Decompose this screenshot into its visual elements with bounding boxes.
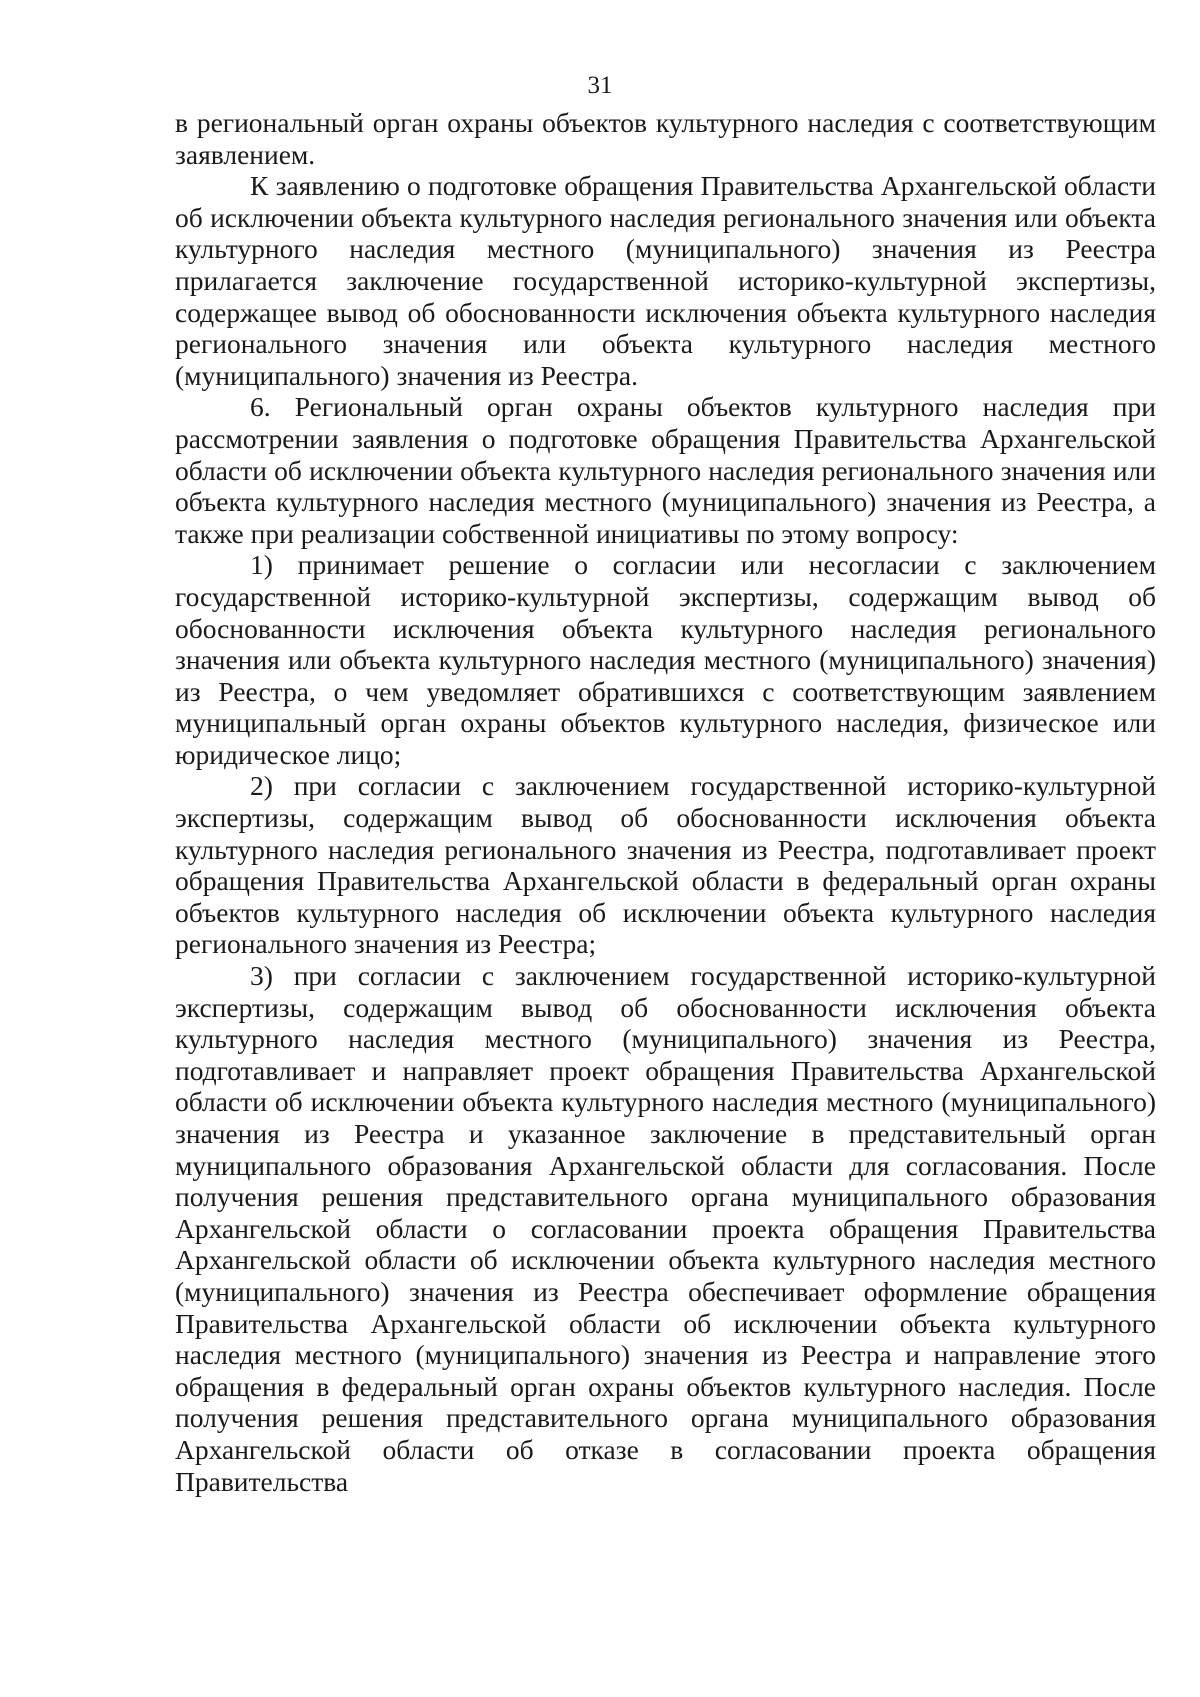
paragraph-attachment-requirement: К заявлению о подготовке обращения Правительства Архангельской области об исключении объекта культурного наследия регионального значения или объекта культурного наследия местного (муниципального) значения из Реестра прилагается заключение государственной историко-культурной экспертизы, содержащее вывод об обоснованности исключения объекта культурного наследия регионального значения или объекта культурного наследия местного (муниципального) значения из Реестра. [175,170,1156,391]
page-number: 31 [587,72,613,99]
paragraph-subitem-1: 1) принимает решение о согласии или несогласии с заключением государственной историко-культурной экспертизы, содержащим вывод об обоснованности исключения объекта культурного наследия регионального значения или объекта культурного наследия местного (муниципального) значения) из Реестра, о чем уведомляет обратившихся с соответствующим заявлением муниципальный орган охраны объектов культурного наследия, физическое или юридическое лицо; [175,549,1156,770]
paragraph-subitem-3: 3) при согласии с заключением государственной историко-культурной экспертизы, содержащим вывод об обоснованности исключения объекта культурного наследия местного (муниципального) значения из Реестра, подготавливает и направляет проект обращения Правительства Архангельской области об исключении объекта культурного наследия местного (муниципального) значения из Реестра и указанное заключение в представительный орган муниципального образования Архангельской области для согласования. После получения решения представительного органа муниципального образования Архангельской области о согласовании проекта обращения Правительства Архангельской области об исключении объекта культурного наследия местного (муниципального) значения из Реестра обеспечивает оформление обращения Правительства Архангельской области об исключении объекта культурного наследия местного (муниципального) значения из Реестра и направление этого обращения в федеральный орган охраны объектов культурного наследия. После получения решения представительного органа муниципального образования Архангельской области об отказе в согласовании проекта обращения Правительства [175,960,1156,1497]
paragraph-item-6: 6. Региональный орган охраны объектов культурного наследия при рассмотрении заявления о подготовке обращения Правительства Архангельской области об исключении объекта культурного наследия регионального значения или объекта культурного наследия местного (муниципального) значения из Реестра, а также при реализации собственной инициативы по этому вопросу: [175,391,1156,549]
paragraph-continuation: в региональный орган охраны объектов культурного наследия с соответствующим заявлением. [175,107,1156,170]
paragraph-subitem-2: 2) при согласии с заключением государственной историко-культурной экспертизы, содержащим вывод об обоснованности исключения объекта культурного наследия регионального значения из Реестра, подготавливает проект обращения Правительства Архангельской области в федеральный орган охраны объектов культурного наследия об исключении объекта культурного наследия регионального значения из Реестра; [175,770,1156,960]
document-body [175,107,1156,1497]
